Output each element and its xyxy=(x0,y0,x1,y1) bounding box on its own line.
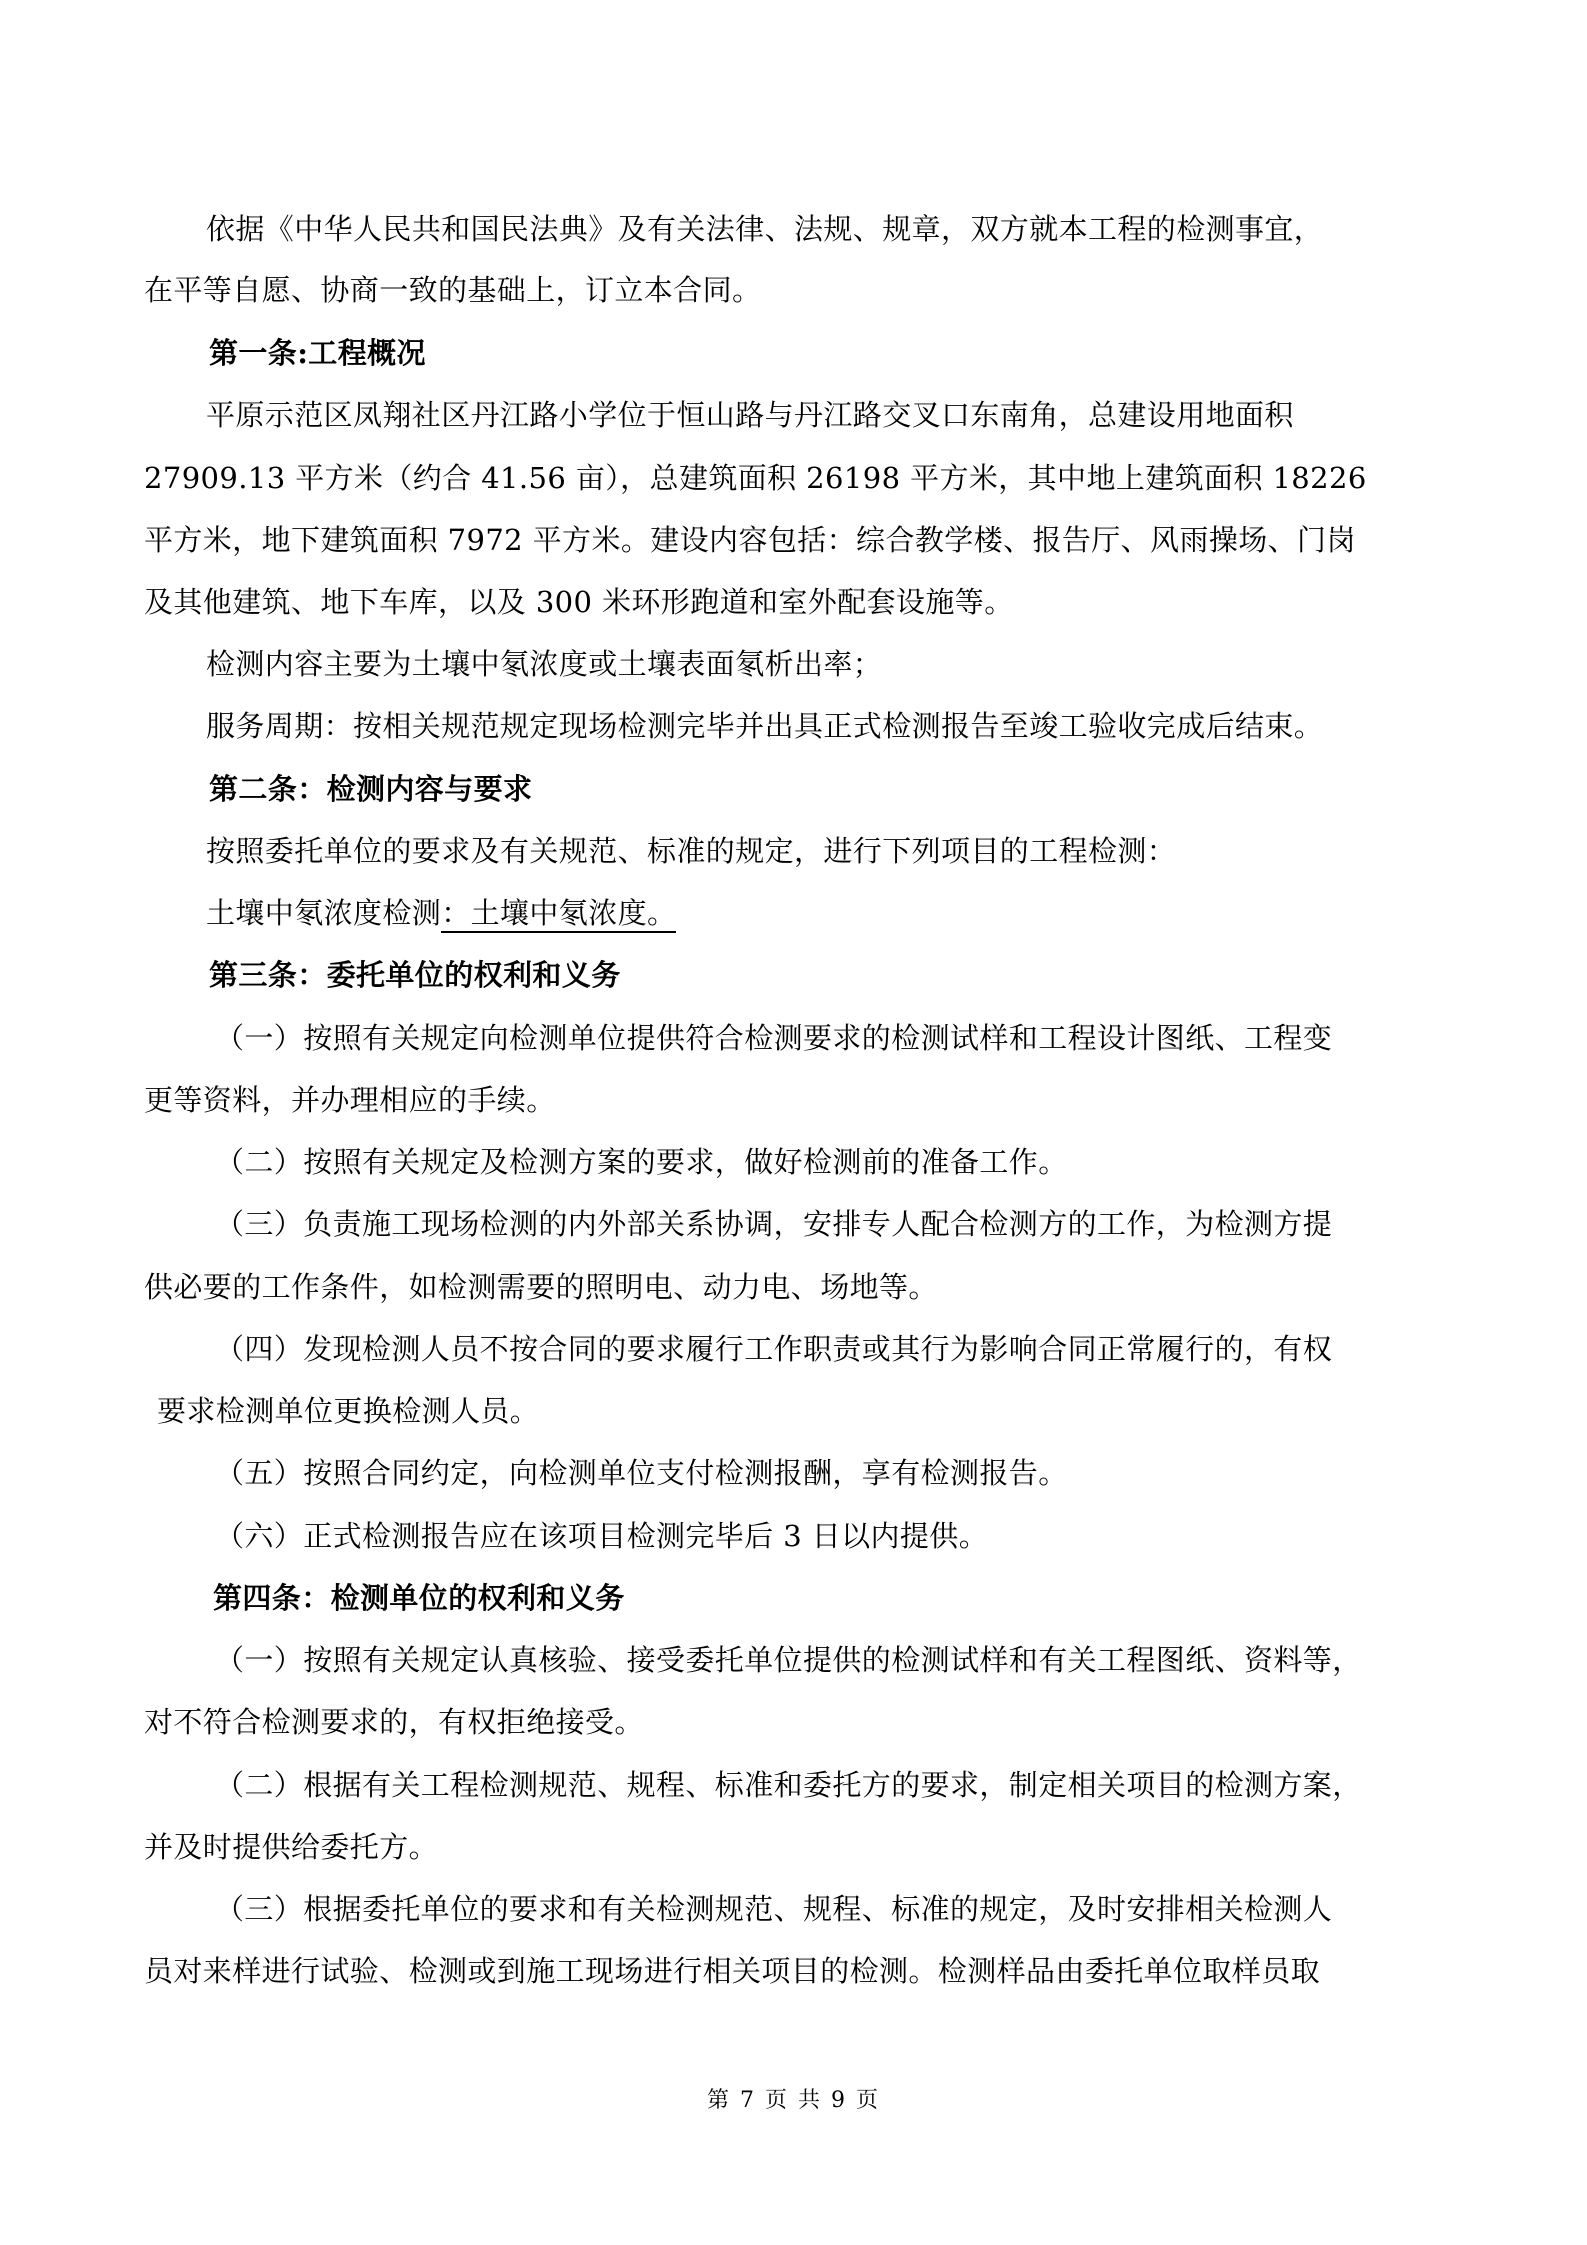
article-3-item-3-line-1: （三）负责施工现场检测的内外部关系协调，安排专人配合检测方的工作，为检测方提 xyxy=(215,1207,1333,1241)
article-1-para-3: 服务周期：按相关规范规定现场检测完毕并出具正式检测报告至竣工验收完成后结束。 xyxy=(206,709,1324,743)
article-2-title: 第二条：检测内容与要求 xyxy=(209,772,533,806)
intro-line-1: 依据《中华人民共和国民法典》及有关法律、法规、规章，双方就本工程的检测事宜， xyxy=(206,212,1324,246)
item-value-underlined: ：土壤中氡浓度。 xyxy=(441,895,676,933)
article-3-item-4-line-1: （四）发现检测人员不按合同的要求履行工作职责或其行为影响合同正常履行的，有权 xyxy=(215,1332,1333,1366)
article-4-item-1-line-1: （一）按照有关规定认真核验、接受委托单位提供的检测试样和有关工程图纸、资料等， xyxy=(215,1643,1362,1677)
article-2-item xyxy=(0,893,1587,933)
article-3-item-2: （二）按照有关规定及检测方案的要求，做好检测前的准备工作。 xyxy=(215,1145,1068,1179)
article-1-para-1-line-4: 及其他建筑、地下车库，以及 300 米环形跑道和室外配套设施等。 xyxy=(144,585,1014,619)
article-4-title: 第四条：检测单位的权利和义务 xyxy=(213,1581,625,1615)
article-3-item-6: （六）正式检测报告应在该项目检测完毕后 3 日以内提供。 xyxy=(215,1519,989,1553)
article-3-item-1-line-2: 更等资料，并办理相应的手续。 xyxy=(144,1083,556,1117)
article-4-item-2-line-2: 并及时提供给委托方。 xyxy=(144,1830,439,1864)
article-1-title: 第一条:工程概况 xyxy=(209,336,426,370)
intro-line-2: 在平等自愿、协商一致的基础上，订立本合同。 xyxy=(144,273,762,307)
article-4-item-3-line-2: 员对来样进行试验、检测或到施工现场进行相关项目的检测。检测样品由委托单位取样员取 xyxy=(144,1954,1321,1988)
article-1-para-1-line-3: 平方米，地下建筑面积 7972 平方米。建设内容包括：综合教学楼、报告厅、风雨操场、门岗 xyxy=(144,523,1356,557)
article-3-item-1-line-1: （一）按照有关规定向检测单位提供符合检测要求的检测试样和工程设计图纸、工程变 xyxy=(215,1021,1333,1055)
article-2-para-1: 按照委托单位的要求及有关规范、标准的规定，进行下列项目的工程检测： xyxy=(206,834,1177,868)
article-3-title: 第三条：委托单位的权利和义务 xyxy=(209,958,621,992)
article-4-item-2-line-1: （二）根据有关工程检测规范、规程、标准和委托方的要求，制定相关项目的检测方案， xyxy=(215,1768,1362,1802)
article-3-item-3-line-2: 供必要的工作条件，如检测需要的照明电、动力电、场地等。 xyxy=(144,1270,938,1304)
article-1-para-1-line-1: 平原示范区凤翔社区丹江路小学位于恒山路与丹江路交叉口东南角，总建设用地面积 xyxy=(206,398,1294,432)
article-1-para-1-line-2: 27909.13 平方米（约合 41.56 亩），总建筑面积 26198 平方米，其中地上建筑面积 18226 xyxy=(144,461,1367,495)
page-number-footer: 第 7 页 共 9 页 xyxy=(707,2088,880,2113)
item-label: 土壤中氡浓度检测 xyxy=(206,896,442,930)
article-4-item-1-line-2: 对不符合检测要求的，有权拒绝接受。 xyxy=(144,1705,644,1739)
article-4-item-3-line-1: （三）根据委托单位的要求和有关检测规范、规程、标准的规定，及时安排相关检测人 xyxy=(215,1892,1333,1926)
article-1-para-2: 检测内容主要为土壤中氡浓度或土壤表面氡析出率； xyxy=(206,647,883,681)
article-3-item-4-line-2: 要求检测单位更换检测人员。 xyxy=(157,1394,540,1428)
article-3-item-5: （五）按照合同约定，向检测单位支付检测报酬，享有检测报告。 xyxy=(215,1456,1068,1490)
